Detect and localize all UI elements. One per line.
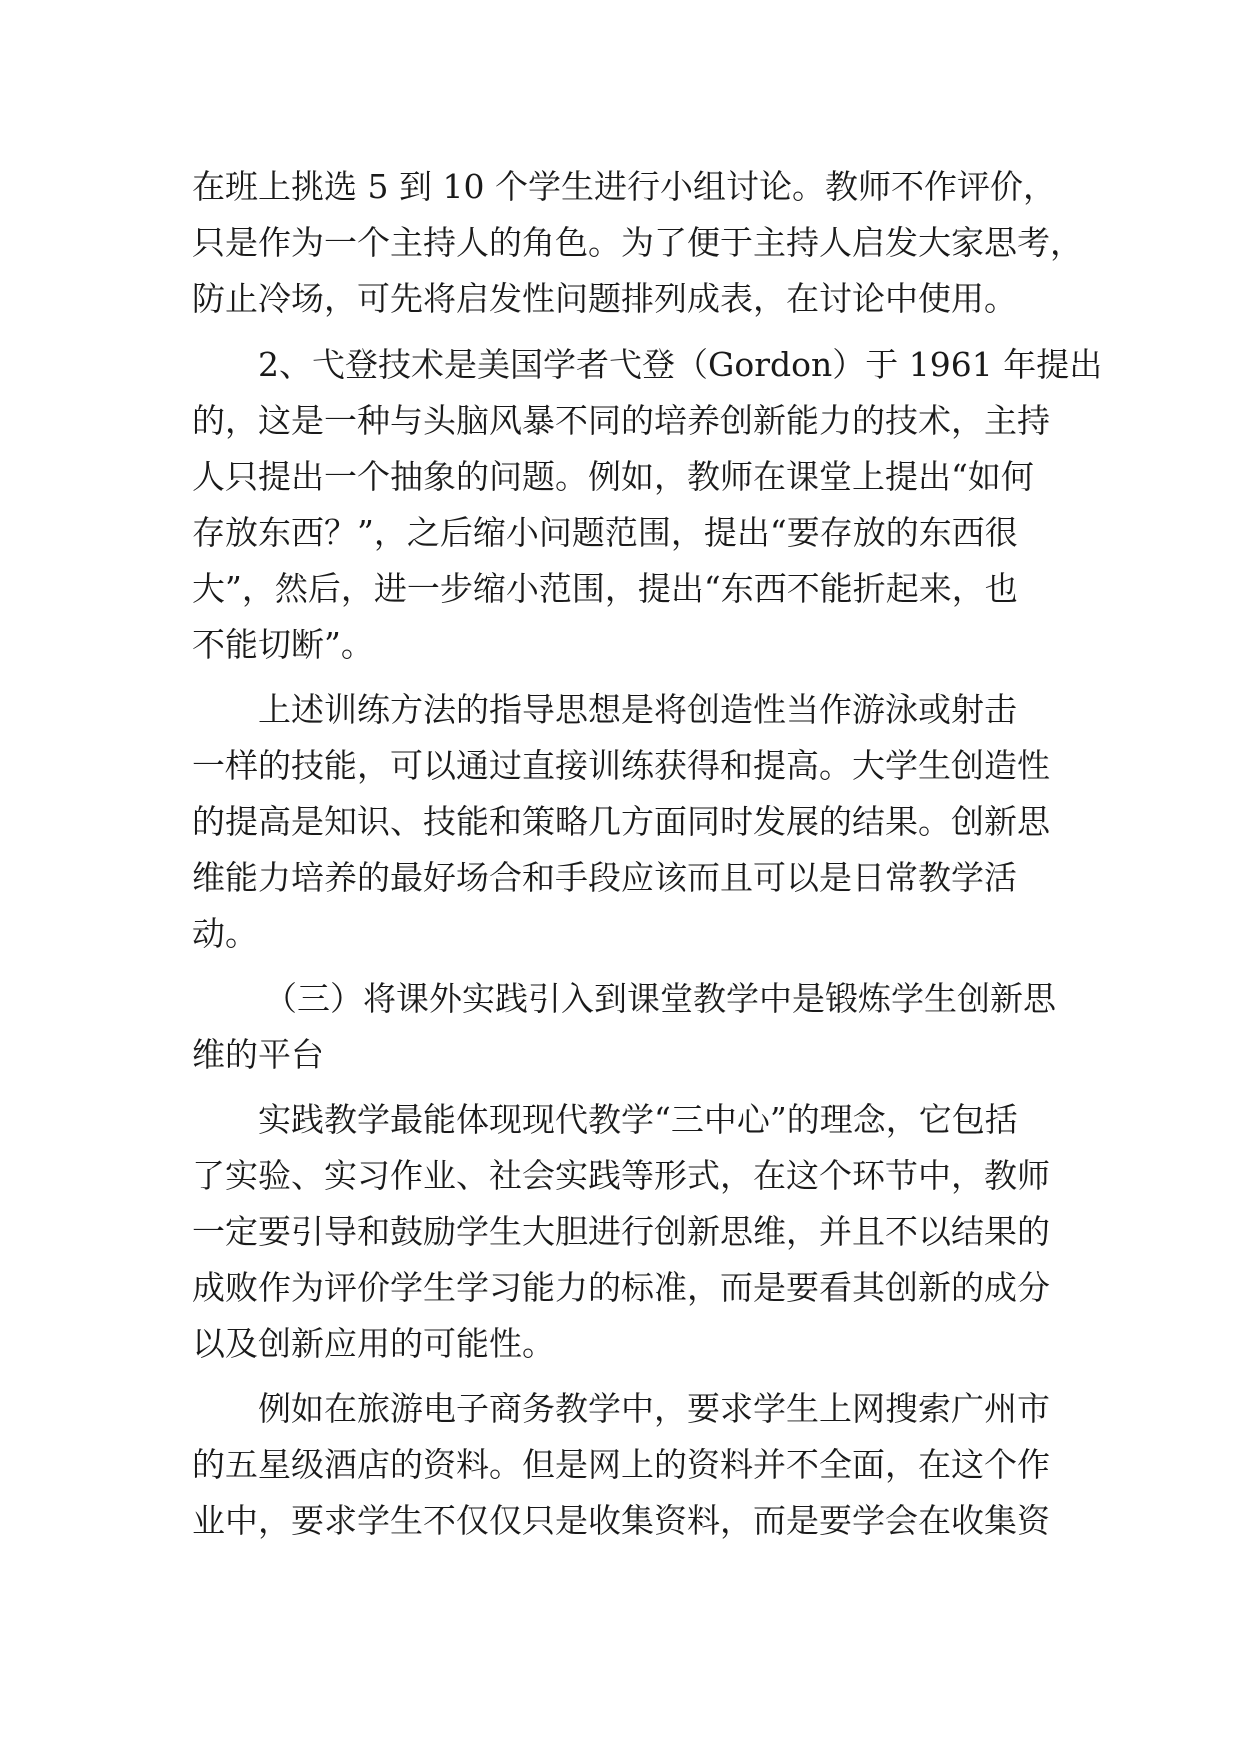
text-line: 只是作为一个主持人的角色。为了便于主持人启发大家思考，	[192, 223, 1083, 262]
text-line: 在班上挑选 5 到 10 个学生进行小组讨论。教师不作评价，	[192, 167, 1056, 206]
text-line: 了实验、实习作业、社会实践等形式，在这个环节中，教师	[192, 1156, 1050, 1195]
text-line: 动。	[192, 914, 258, 953]
text-line: 防止冷场，可先将启发性问题排列成表，在讨论中使用。	[192, 279, 1017, 318]
text-line: 的提高是知识、技能和策略几方面同时发展的结果。创新思	[192, 802, 1050, 841]
paragraph-first-line: 实践教学最能体现现代教学“三中心”的理念，它包括	[258, 1100, 1018, 1139]
section-heading: （三）将课外实践引入到课堂教学中是锻炼学生创新思	[264, 979, 1056, 1018]
text-line: 以及创新应用的可能性。	[192, 1324, 555, 1363]
paragraph-first-line: 上述训练方法的指导思想是将创造性当作游泳或射击	[258, 690, 1017, 729]
section-heading: 维的平台	[192, 1035, 324, 1074]
text-line: 维能力培养的最好场合和手段应该而且可以是日常教学活	[192, 858, 1017, 897]
text-line: 存放东西？”，之后缩小问题范围，提出“要存放的东西很	[192, 513, 1018, 552]
text-line: 一定要引导和鼓励学生大胆进行创新思维，并且不以结果的	[192, 1212, 1050, 1251]
text-line: 大”，然后，进一步缩小范围，提出“东西不能折起来，也	[192, 569, 1018, 608]
text-line: 人只提出一个抽象的问题。例如，教师在课堂上提出“如何	[192, 457, 1034, 496]
paragraph-first-line: 例如在旅游电子商务教学中，要求学生上网搜索广州市	[258, 1389, 1050, 1428]
text-line: 的，这是一种与头脑风暴不同的培养创新能力的技术，主持	[192, 401, 1050, 440]
text-line: 业中，要求学生不仅仅只是收集资料，而是要学会在收集资	[192, 1501, 1050, 1540]
text-line: 的五星级酒店的资料。但是网上的资料并不全面，在这个作	[192, 1445, 1050, 1484]
text-line: 一样的技能，可以通过直接训练获得和提高。大学生创造性	[192, 746, 1050, 785]
paragraph-first-line: 2、弋登技术是美国学者弋登（Gordon）于 1961 年提出	[258, 345, 1103, 384]
text-line: 不能切断”。	[192, 625, 374, 664]
text-line: 成败作为评价学生学习能力的标准，而是要看其创新的成分	[192, 1268, 1050, 1307]
